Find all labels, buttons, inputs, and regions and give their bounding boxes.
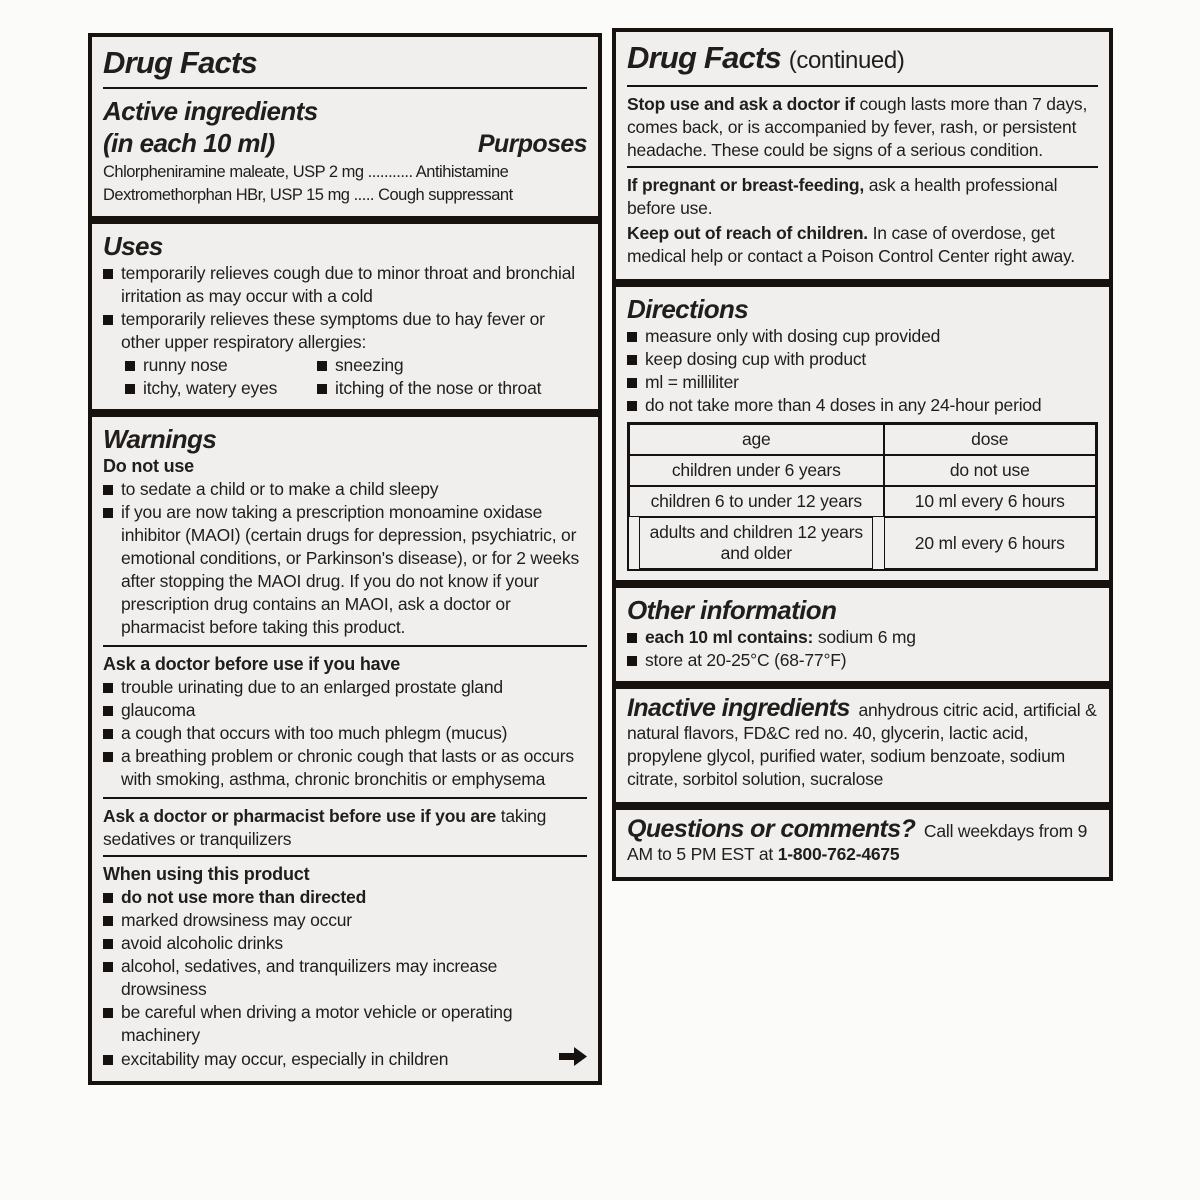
list-item-text: keep dosing cup with product — [645, 349, 867, 369]
uses-heading: Uses — [103, 231, 163, 261]
directions-box — [612, 283, 1113, 584]
list-item-text: a breathing problem or chronic cough that lasts or as occurs with smoking, asthma, chronic bronchitis or emphysema — [121, 746, 574, 789]
list-item-text: trouble urinating due to an enlarged prostate gland — [121, 677, 503, 697]
pregnant-text: ask a health professional before use. — [627, 175, 1058, 218]
list-item — [125, 377, 317, 400]
drug-facts-continued-title — [627, 38, 1098, 81]
bullet-icon — [103, 315, 113, 325]
ask-doctor-pharmacist-paragraph — [103, 805, 587, 851]
ask-doctor-pharmacist-text: taking sedatives or tranquilizers — [103, 806, 547, 849]
list-item — [103, 722, 587, 745]
continued-warnings-box — [612, 28, 1113, 283]
list-item-text: glaucoma — [121, 700, 196, 720]
list-item — [103, 478, 587, 501]
bullet-icon — [103, 706, 113, 716]
other-information-heading: Other information — [627, 595, 837, 625]
bullet-icon — [103, 1008, 113, 1018]
keep-out-subheading: Keep out of reach of children. — [627, 223, 868, 243]
keep-out-text: In case of overdose, get medical help or contact a Poison Control Center right away. — [627, 223, 1075, 266]
list-item — [627, 626, 1098, 649]
active-ingredients-heading: Active ingredients — [103, 96, 318, 126]
ingredient-row: Chlorpheniramine maleate, USP 2 mg ........... Antihistamine — [103, 163, 509, 181]
list-item-text: temporarily relieves these symptoms due to hay fever or other upper respiratory allergies: — [121, 309, 545, 352]
bullet-icon — [317, 361, 327, 371]
divider — [627, 85, 1098, 87]
bullet-icon — [125, 361, 135, 371]
inactive-ingredients-text: anhydrous citric acid, artificial & natural flavors, FD&C red no. 40, glycerin, lactic acid, propylene glycol, purified water, sodium benzoate, sodium citrate, sorbitol solution, sucralose — [627, 700, 1097, 789]
list-item — [103, 1001, 587, 1047]
list-item-text: temporarily relieves cough due to minor throat and bronchial irritation as may occur with a cold — [121, 263, 575, 306]
dosing-table-header-dose: dose — [884, 424, 1096, 455]
bullet-icon — [103, 939, 113, 949]
list-item — [103, 932, 587, 955]
ingredient-row: Dextromethorphan HBr, USP 15 mg ..... Cough suppressant — [103, 186, 513, 204]
bullet-icon — [627, 332, 637, 342]
list-item — [103, 745, 587, 791]
list-item-text: if you are now taking a prescription monoamine oxidase inhibitor (MAOI) (certain drugs for depression, psychiatric, or emotional conditions, or Parkinson's disease), or for 2 weeks after stopping the MAOI drug. If you do not know if your prescription drug contains an MAOI, ask a doctor or pharmacist before taking this product. — [121, 502, 580, 637]
continued-label: (continued) — [788, 47, 905, 74]
active-ingredients-subheading: (in each 10 ml) — [103, 128, 275, 158]
bullet-icon — [125, 384, 135, 394]
bullet-icon — [103, 508, 113, 518]
inactive-ingredients-box — [612, 685, 1113, 806]
list-item-text: sneezing — [335, 355, 404, 375]
list-item — [125, 354, 317, 377]
stop-use-paragraph — [627, 93, 1098, 162]
list-item — [627, 649, 1098, 672]
bullet-icon — [103, 1055, 113, 1065]
bullet-icon — [627, 355, 637, 365]
list-item — [627, 394, 1098, 417]
questions-paragraph — [627, 815, 1098, 866]
list-item-text: measure only with dosing cup provided — [645, 326, 941, 346]
divider — [103, 797, 587, 799]
list-item-text: do not use more than directed — [121, 887, 367, 907]
list-item-text: excitability may occur, especially in children — [121, 1049, 449, 1069]
list-item — [627, 348, 1098, 371]
questions-text: Call weekdays from 9 AM to 5 PM EST at — [627, 821, 1088, 864]
list-item — [103, 262, 587, 308]
list-item-text: itchy, watery eyes — [143, 378, 278, 398]
list-item — [103, 501, 587, 639]
questions-box — [612, 806, 1113, 881]
list-item — [317, 377, 587, 400]
right-column — [612, 28, 1113, 881]
list-item-text: a cough that occurs with too much phlegm (mucus) — [121, 723, 508, 743]
ask-doctor-pharmacist-subheading: Ask a doctor or pharmacist before use if you are — [103, 806, 497, 826]
list-item — [103, 1047, 587, 1072]
stop-use-text: cough lasts more than 7 days, comes back, or is accompanied by fever, rash, or persistent headache. These could be signs of a serious condition. — [627, 94, 1088, 160]
inactive-ingredients-heading: Inactive ingredients — [627, 694, 850, 722]
list-item — [103, 909, 587, 932]
list-item-text: ml = milliliter — [645, 372, 739, 392]
drug-facts-title-text: Drug Facts — [627, 40, 781, 75]
contains-value: sodium 6 mg — [813, 627, 916, 647]
divider — [627, 166, 1098, 168]
dosing-table-header-age: age — [629, 424, 884, 455]
dosing-table-cell: 20 ml every 6 hours — [884, 517, 1096, 569]
keep-out-paragraph — [627, 222, 1098, 268]
bullet-icon — [103, 962, 113, 972]
bullet-icon — [103, 729, 113, 739]
phone-number: 1-800-762-4675 — [777, 844, 900, 864]
dosing-table-cell: children under 6 years — [629, 455, 884, 486]
list-item — [103, 699, 587, 722]
stop-use-subheading: Stop use and ask a doctor if — [627, 94, 855, 114]
list-item-text: store at 20-25°C (68-77°F) — [645, 650, 847, 670]
dosing-table — [627, 422, 1098, 571]
questions-heading: Questions or comments? — [627, 815, 916, 843]
list-item-text: be careful when driving a motor vehicle or operating machinery — [121, 1002, 513, 1045]
bullet-icon — [627, 378, 637, 388]
list-item — [103, 955, 587, 1001]
bullet-icon — [317, 384, 327, 394]
list-item-text: itching of the nose or throat — [335, 378, 542, 398]
do-not-use-subheading: Do not use — [103, 456, 194, 476]
directions-heading: Directions — [627, 294, 749, 324]
warnings-heading: Warnings — [103, 424, 217, 454]
bullet-icon — [103, 893, 113, 903]
list-item-text: runny nose — [143, 355, 228, 375]
bullet-icon — [103, 485, 113, 495]
list-item-text: avoid alcoholic drinks — [121, 933, 283, 953]
list-item-text: do not take more than 4 doses in any 24-hour period — [645, 395, 1042, 415]
divider — [103, 855, 587, 857]
bullet-icon — [103, 269, 113, 279]
purposes-heading: Purposes — [477, 130, 587, 158]
list-item — [317, 354, 587, 377]
bullet-icon — [103, 683, 113, 693]
uses-box — [88, 220, 602, 413]
dosing-table-cell: children 6 to under 12 years — [629, 486, 884, 517]
dosing-table-cell: 10 ml every 6 hours — [884, 486, 1096, 517]
bullet-icon — [103, 752, 113, 762]
ask-doctor-subheading: Ask a doctor before use if you have — [103, 654, 401, 674]
inactive-ingredients-paragraph — [627, 694, 1098, 791]
list-item — [103, 886, 587, 909]
pregnant-subheading: If pregnant or breast-feeding, — [627, 175, 865, 195]
left-column — [88, 33, 602, 1085]
continued-arrow-icon — [559, 1047, 587, 1072]
list-item — [627, 371, 1098, 394]
header-active-ingredients-box — [88, 33, 602, 220]
dosing-table-cell: adults and children 12 years and older — [639, 517, 873, 569]
list-item-text — [645, 626, 916, 649]
list-item-text: alcohol, sedatives, and tranquilizers may increase drowsiness — [121, 956, 498, 999]
list-item — [627, 325, 1098, 348]
dosing-table-cell: do not use — [884, 455, 1096, 486]
divider — [103, 645, 587, 647]
bullet-icon — [627, 656, 637, 666]
list-item-text: to sedate a child or to make a child sleepy — [121, 479, 439, 499]
divider — [103, 87, 587, 89]
drug-facts-title: Drug Facts — [103, 45, 257, 80]
other-information-box — [612, 584, 1113, 685]
contains-label: each 10 ml contains: — [645, 627, 814, 647]
bullet-icon — [103, 916, 113, 926]
warnings-box — [88, 413, 602, 1085]
bullet-icon — [627, 401, 637, 411]
list-item — [103, 676, 587, 699]
list-item — [103, 308, 587, 354]
pregnant-paragraph — [627, 174, 1098, 220]
bullet-icon — [627, 633, 637, 643]
when-using-subheading: When using this product — [103, 864, 310, 884]
list-item-text: marked drowsiness may occur — [121, 910, 352, 930]
